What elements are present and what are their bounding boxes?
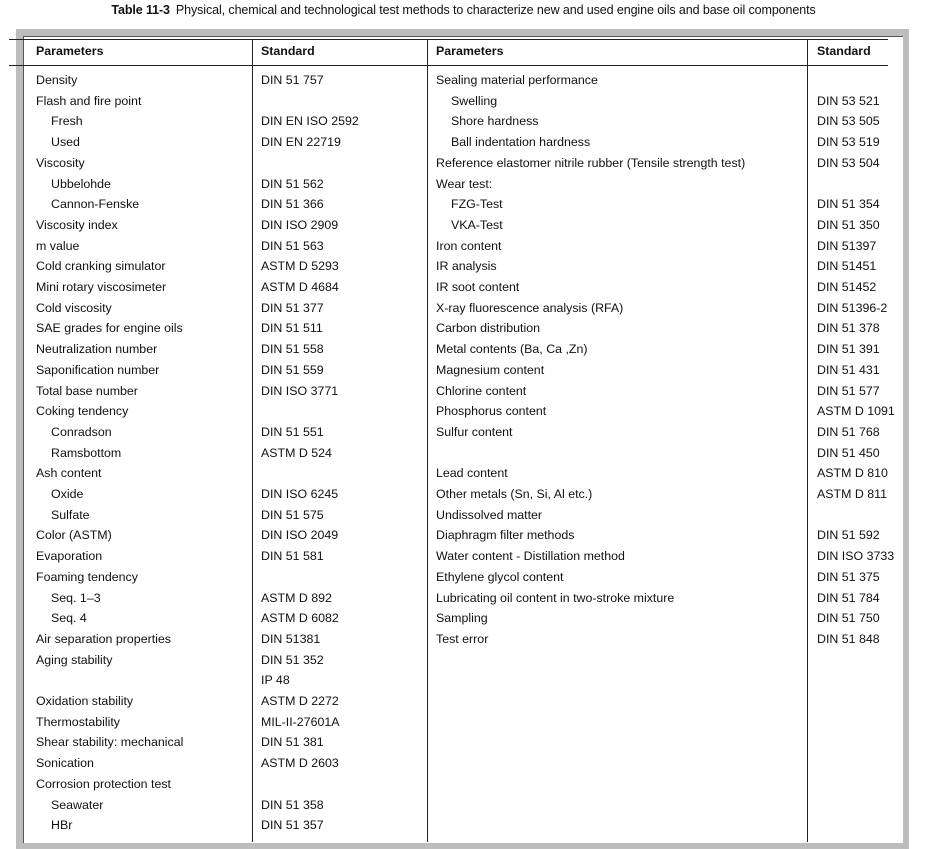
table-cell-parameter: Ethylene glycol content	[436, 569, 564, 584]
table-cell-standard: DIN 51 381	[261, 735, 324, 750]
table-cell-standard: DIN 51 391	[817, 342, 880, 357]
table-cell-parameter: Chlorine content	[436, 383, 527, 398]
table-cell-standard: ASTM D 892	[261, 590, 332, 605]
table-cell-parameter: Oxidation stability	[36, 694, 134, 708]
table-cell-parameter: Total base number	[36, 383, 138, 398]
table-cell-parameter: Ramsbottom	[51, 445, 122, 460]
table-cell-parameter: Sealing material performance	[436, 73, 598, 87]
table-cell-standard: DIN 51 848	[817, 631, 880, 646]
table-cell-parameter: IR analysis	[436, 259, 497, 274]
table-cell-parameter: Neutralization number	[36, 342, 158, 357]
table-cell-standard: DIN 51 378	[817, 321, 880, 336]
table-cell-standard: ASTM D 4684	[261, 280, 339, 294]
table-cell-parameter: Carbon distribution	[436, 321, 541, 336]
table-cell-parameter: Cold cranking simulator	[36, 259, 166, 274]
table-cell-parameter: Sulfur content	[436, 424, 513, 439]
table-cell-standard: ASTM D 5293	[261, 259, 339, 274]
table-cell-standard: DIN 51 352	[261, 652, 324, 667]
table-cell-parameter: Mini rotary viscosimeter	[36, 280, 167, 294]
table-cell-standard: DIN 51 354	[817, 197, 880, 212]
table-cell-parameter: Sonication	[36, 756, 94, 771]
column-divider-left	[252, 39, 253, 842]
header-left-parameters: Parameters	[36, 44, 104, 58]
table-cell-standard: DIN EN 22719	[261, 135, 341, 150]
table-cell-parameter: Oxide	[51, 487, 84, 501]
table-cell-standard: DIN 51 375	[817, 569, 880, 584]
table-cell-parameter: Reference elastomer nitrile rubber (Tensile strength test)	[436, 155, 746, 170]
table-cell-parameter: Conradson	[51, 424, 112, 439]
table-cell-standard: DIN 53 519	[817, 135, 880, 150]
table-cell-standard: DIN 51 784	[817, 590, 880, 605]
table-cell-standard: ASTM D 1091	[817, 404, 895, 419]
table-cell-standard: DIN 51 592	[817, 528, 880, 543]
table-cell-standard: DIN 51 562	[261, 176, 324, 191]
table-cell-standard: DIN 51 757	[261, 73, 324, 87]
table-cell-parameter: HBr	[51, 818, 73, 833]
header-left-standard: Standard	[261, 44, 315, 58]
table-cell-parameter: Shear stability: mechanical	[36, 735, 184, 750]
table-cell-parameter: Swelling	[451, 93, 498, 108]
table-cell-parameter: VKA-Test	[451, 217, 503, 232]
table-cell-standard: DIN 51 575	[261, 507, 324, 522]
table-cell-standard: DIN 51 377	[261, 300, 324, 315]
table-cell-parameter: Shore hardness	[451, 114, 539, 129]
table-cell-parameter: Color (ASTM)	[36, 528, 112, 543]
table-cell-parameter: Ash content	[36, 466, 102, 481]
table-cell-standard: ASTM D 811	[817, 487, 888, 501]
table-cell-parameter: Coking tendency	[36, 404, 129, 419]
table-cell-parameter: Lead content	[436, 466, 508, 481]
header-right-standard: Standard	[817, 44, 871, 58]
table-cell-standard: DIN 51 750	[817, 611, 880, 626]
table-cell-parameter: FZG-Test	[451, 197, 503, 212]
table-cell-parameter: Diaphragm filter methods	[436, 528, 575, 543]
table-cell-parameter: Evaporation	[36, 549, 103, 564]
table-cell-standard: DIN 51 450	[817, 445, 880, 460]
table-cell-standard: ASTM D 6082	[261, 611, 339, 626]
table-cell-parameter: Foaming tendency	[36, 569, 138, 584]
table-cell-standard: ASTM D 2272	[261, 694, 339, 708]
table-cell-standard: ASTM D 2603	[261, 756, 339, 771]
table-cell-standard: DIN 51396-2	[817, 300, 888, 315]
table-cell-parameter: Ubbelohde	[51, 176, 111, 191]
table-cell-parameter: Cold viscosity	[36, 300, 112, 315]
column-divider-middle	[427, 39, 428, 842]
table-cell-standard: DIN 53 504	[817, 155, 880, 170]
column-divider-right	[807, 39, 808, 842]
table-cell-parameter: X-ray fluorescence analysis (RFA)	[436, 300, 624, 315]
table-cell-standard: DIN ISO 6245	[261, 487, 339, 501]
table-cell-parameter: m value	[36, 238, 80, 253]
table-cell-standard: DIN ISO 3733	[817, 549, 895, 564]
table-cell-standard: DIN 51 551	[261, 424, 324, 439]
table-cell-standard: ASTM D 524	[261, 445, 332, 460]
table-cell-standard: DIN 51 577	[817, 383, 880, 398]
table-caption	[0, 3, 927, 17]
table-cell-parameter: Test error	[436, 631, 489, 646]
table-cell-parameter: Aging stability	[36, 652, 113, 667]
table-cell-parameter: Corrosion protection test	[36, 776, 171, 791]
table-caption-title: Physical, chemical and technological test methods to characterize new and used engine oils and base oil components	[175, 3, 816, 17]
table-cell-standard: DIN 51 511	[261, 321, 323, 336]
table-cell-parameter: Seawater	[51, 797, 104, 812]
table-cell-parameter: Viscosity	[36, 155, 85, 170]
table-cell-parameter: Iron content	[436, 238, 502, 253]
table-cell-parameter: Ball indentation hardness	[451, 135, 591, 150]
table-cell-parameter: Viscosity index	[36, 217, 118, 232]
table-cell-standard: DIN 51 558	[261, 342, 324, 357]
table-cell-parameter: IR soot content	[436, 280, 520, 294]
table-cell-parameter: Wear test:	[436, 176, 493, 191]
table-cell-standard: DIN ISO 2909	[261, 217, 339, 232]
header-bottom-rule	[9, 65, 888, 66]
table-cell-standard: IP 48	[261, 673, 290, 688]
table-cell-parameter: Thermostability	[36, 714, 121, 729]
table-cell-parameter: Other metals (Sn, Si, Al etc.)	[436, 487, 593, 501]
table-cell-parameter: Seq. 1–3	[51, 590, 101, 605]
table-cell-parameter: Sulfate	[51, 507, 90, 522]
table-cell-standard: DIN 51 768	[817, 424, 880, 439]
table-cell-parameter: Magnesium content	[436, 362, 545, 377]
table-cell-standard: DIN 51 559	[261, 362, 324, 377]
header-top-rule	[9, 39, 888, 40]
table-cell-parameter: Density	[36, 73, 78, 87]
table-cell-standard: DIN 51452	[817, 280, 877, 294]
table-cell-standard: DIN 51 366	[261, 197, 324, 212]
table-cell-parameter: SAE grades for engine oils	[36, 321, 183, 336]
table-cell-parameter: Flash and fire point	[36, 93, 142, 108]
table-cell-parameter: Phosphorus content	[436, 404, 547, 419]
table-cell-parameter: Lubricating oil content in two-stroke mixture	[436, 590, 675, 605]
table-cell-standard: DIN EN ISO 2592	[261, 114, 359, 129]
table-cell-parameter: Metal contents (Ba, Ca ,Zn)	[436, 342, 588, 357]
table-cell-parameter: Seq. 4	[51, 611, 87, 626]
table-cell-standard: DIN 51451	[817, 259, 877, 274]
table-cell-standard: DIN 51 357	[261, 818, 324, 833]
table-cell-parameter: Cannon-Fenske	[51, 197, 140, 212]
table-cell-standard: DIN 53 521	[817, 93, 880, 108]
table-cell-parameter: Fresh	[51, 114, 83, 129]
table-cell-standard: DIN 53 505	[817, 114, 880, 129]
table-cell-standard: DIN 51 350	[817, 217, 880, 232]
table-cell-parameter: Undissolved matter	[436, 507, 543, 522]
table-cell-standard: DIN 51381	[261, 631, 321, 646]
table-cell-standard: DIN ISO 2049	[261, 528, 339, 543]
table-cell-parameter: Sampling	[436, 611, 488, 626]
table-cell-standard: ASTM D 810	[817, 466, 888, 481]
table-cell-standard: DIN 51 358	[261, 797, 324, 812]
table-cell-standard: MIL-II-27601A	[261, 714, 340, 729]
header-right-parameters: Parameters	[436, 44, 504, 58]
table-cell-standard: DIN 51 431	[817, 362, 880, 377]
table-cell-standard: DIN ISO 3771	[261, 383, 339, 398]
table-cell-standard: DIN 51397	[817, 238, 877, 253]
table-cell-parameter: Saponification number	[36, 362, 160, 377]
table-cell-parameter: Water content - Distillation method	[436, 549, 625, 564]
table-cell-parameter: Air separation properties	[36, 631, 171, 646]
table-cell-standard: DIN 51 581	[261, 549, 324, 564]
table-cell-standard: DIN 51 563	[261, 238, 324, 253]
table-caption-label: Table 11-3	[111, 3, 170, 17]
table-cell-parameter: Used	[51, 135, 80, 150]
